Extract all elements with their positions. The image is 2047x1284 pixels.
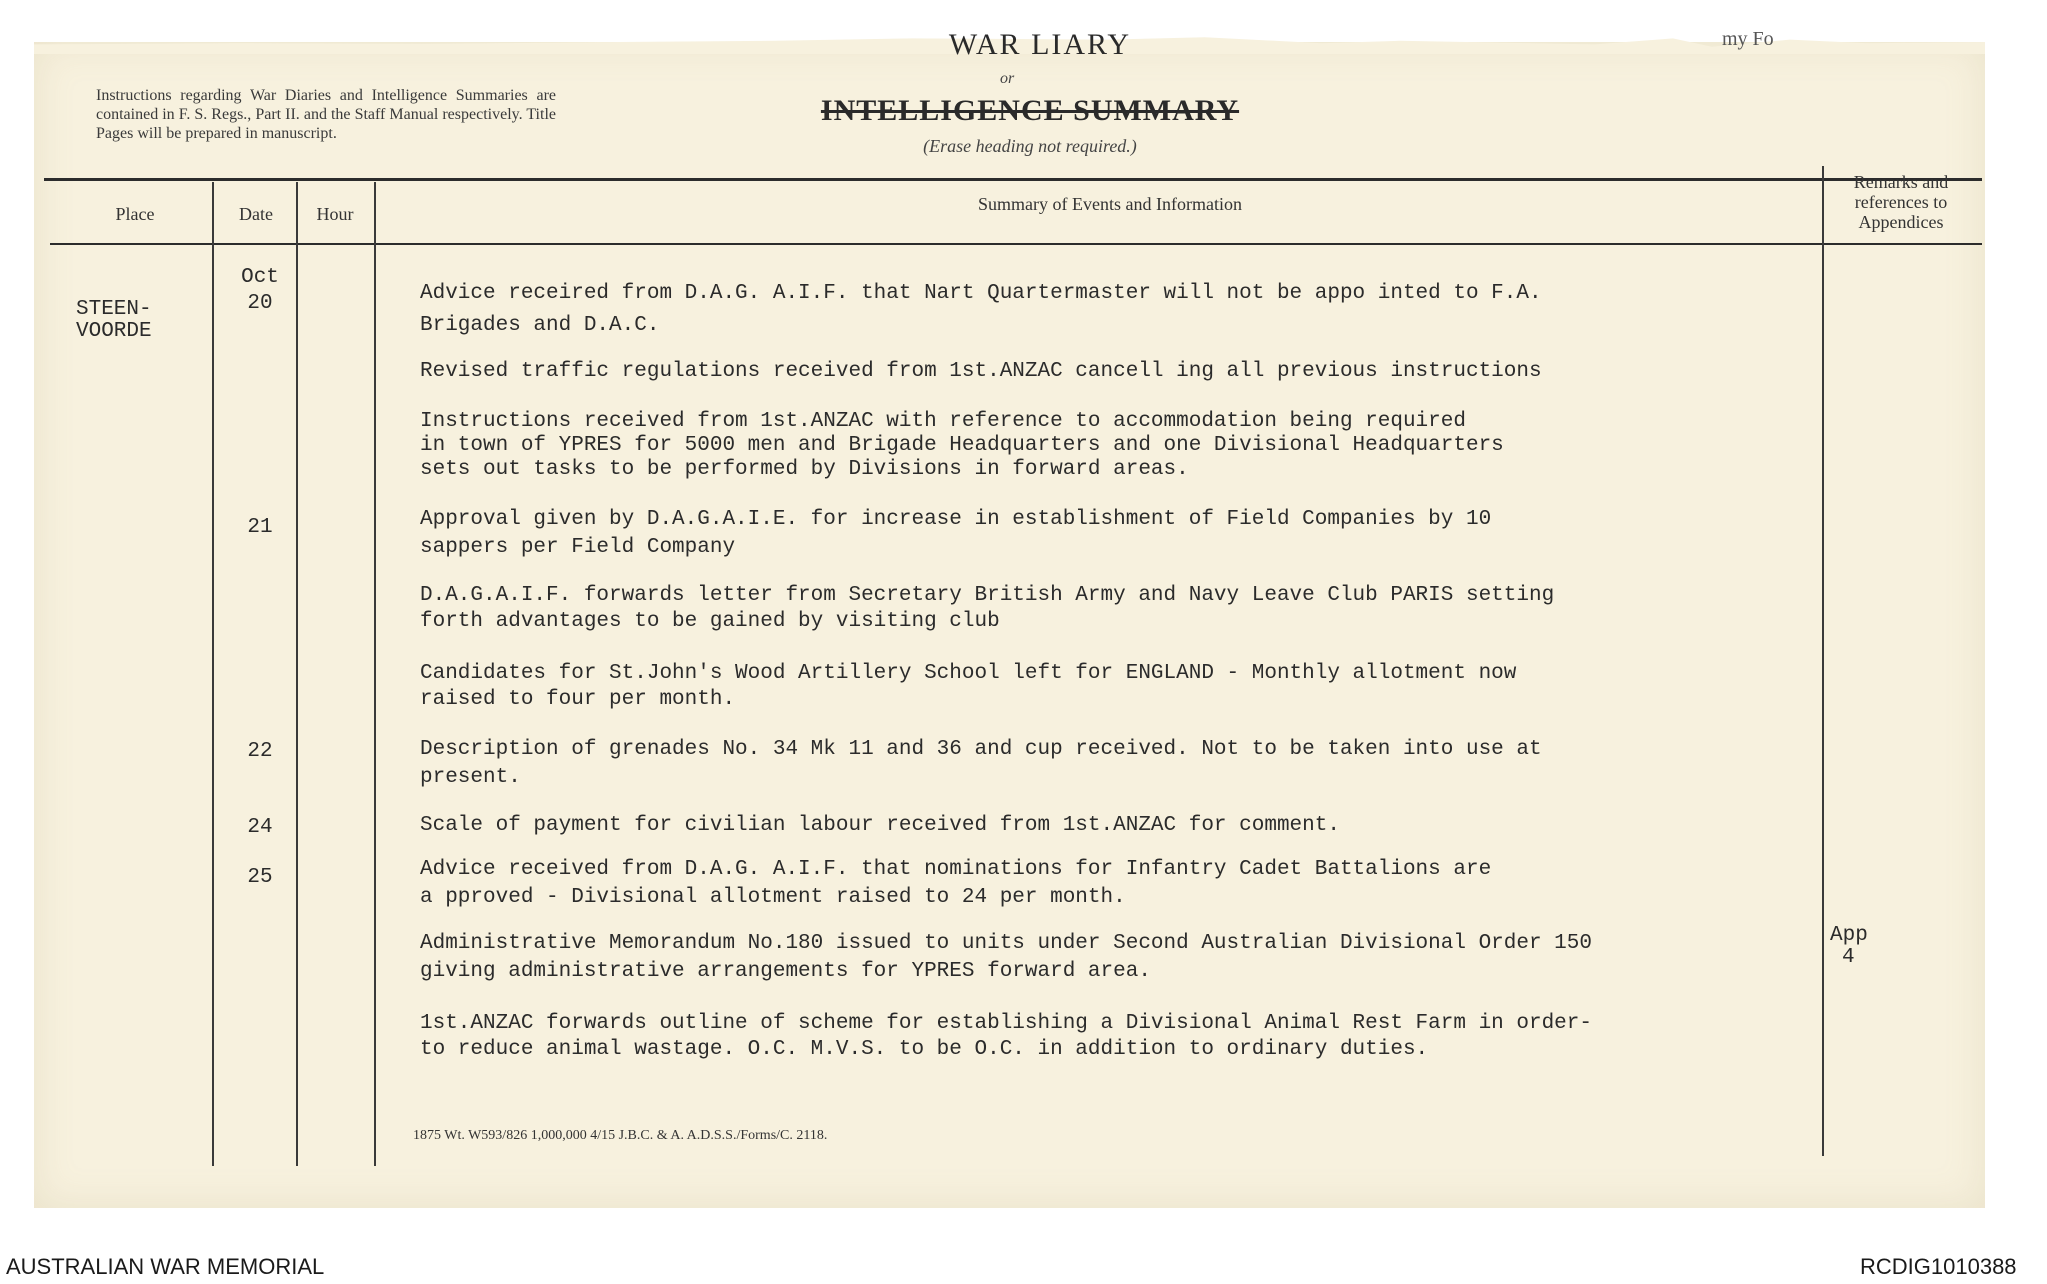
header-date: Date — [239, 204, 273, 224]
header-place: Place — [115, 204, 155, 224]
entry-7-line-1: Description of grenades No. 34 Mk 11 and 36 and cup received. Not to be taken into use at — [420, 738, 1542, 761]
entry-8-line-1: Scale of payment for civilian labour received from 1st.ANZAC for comment. — [420, 814, 1340, 837]
date-25: 25 — [247, 866, 273, 889]
entry-9-line-1: Advice received from D.A.G. A.I.F. that nominations for Infantry Cadet Battalions are — [420, 858, 1492, 881]
erase-note: (Erase heading not required.) — [923, 136, 1137, 156]
entry-1-line-2: Brigades and D.A.C. — [420, 314, 660, 337]
entry-3-line-2: in town of YPRES for 5000 men and Brigade Headquarters and one Divisional Headquarters — [420, 434, 1504, 457]
date-24: 24 — [247, 816, 273, 839]
date-22: 22 — [247, 740, 273, 763]
archive-id: RCDIG1010388 — [1860, 1254, 2017, 1279]
col-line-summary — [1822, 166, 1824, 1156]
header-hour: Hour — [316, 204, 354, 224]
archive-credit: AUSTRALIAN WAR MEMORIAL — [6, 1254, 325, 1279]
entry-3-line-1: Instructions received from 1st.ANZAC with reference to accommodation being required — [420, 410, 1466, 433]
place-line-1: STEEN- — [76, 298, 152, 321]
col-line-hour — [374, 182, 376, 1166]
col-line-date — [296, 182, 298, 1166]
place-line-2: VOORDE — [76, 320, 152, 343]
entry-4-line-1: Approval given by D.A.G.A.I.E. for increase in establishment of Field Companies by 10 — [420, 508, 1492, 531]
entry-9-line-2: a pproved - Divisional allotment raised to 24 per month. — [420, 886, 1126, 909]
header-remarks: Remarks and references to Appendices — [1853, 172, 1949, 232]
form-print-code: 1875 Wt. W593/826 1,000,000 4/15 J.B.C. & A. A.D.S.S./Forms/C. 2118. — [413, 1128, 828, 1143]
entry-6-line-2: raised to four per month. — [420, 688, 736, 711]
entry-2-line-1: Revised traffic regulations received from 1st.ANZAC cancell ing all previous instructions — [420, 360, 1542, 383]
entry-7-line-2: present. — [420, 766, 521, 789]
date-21: 21 — [247, 516, 273, 539]
entry-4-line-2: sappers per Field Company — [420, 536, 736, 559]
entry-11-line-2: to reduce animal wastage. O.C. M.V.S. to be O.C. in addition to ordinary duties. — [420, 1038, 1429, 1061]
form-title: WAR LIARY — [948, 28, 1132, 61]
corner-text: my Fo — [1722, 28, 1774, 50]
date-20: 20 — [247, 292, 273, 315]
header-top-rule — [44, 178, 1982, 181]
entry-11-line-1: 1st.ANZAC forwards outline of scheme for establishing a Divisional Animal Rest Farm in order- — [420, 1012, 1592, 1035]
form-subtitle: INTELLIGENCE SUMMARY — [820, 94, 1240, 127]
col-line-place — [212, 182, 214, 1166]
entry-3-line-3: sets out tasks to be performed by Divisions in forward areas. — [420, 458, 1189, 481]
entry-5-line-1: D.A.G.A.I.F. forwards letter from Secretary British Army and Navy Leave Club PARIS setting — [420, 584, 1555, 607]
remark-app-line-1: App — [1830, 924, 1868, 947]
entry-5-line-2: forth advantages to be gained by visiting club — [420, 610, 1000, 633]
header-bottom-rule — [50, 243, 1982, 245]
remark-app-line-2: 4 — [1842, 946, 1855, 969]
entry-10-line-2: giving administrative arrangements for YPRES forward area. — [420, 960, 1151, 983]
date-month: Oct — [241, 266, 279, 289]
form-title-or: or — [1000, 70, 1015, 87]
entry-1-line-1: Advice receired from D.A.G. A.I.F. that Nart Quartermaster will not be appo inted to F.A. — [420, 282, 1542, 305]
entry-6-line-1: Candidates for St.John's Wood Artillery School left for ENGLAND - Monthly allotment now — [420, 662, 1517, 685]
entry-10-line-1: Administrative Memorandum No.180 issued to units under Second Australian Divisional Order 150 — [420, 932, 1592, 955]
form-instructions: Instructions regarding War Diaries and Intelligence Summaries are contained in F. S. Regs., Part II. and the Staff Manual respectively. Title Pages will be prepared in manuscript. — [96, 87, 556, 142]
header-summary: Summary of Events and Information — [978, 194, 1242, 214]
